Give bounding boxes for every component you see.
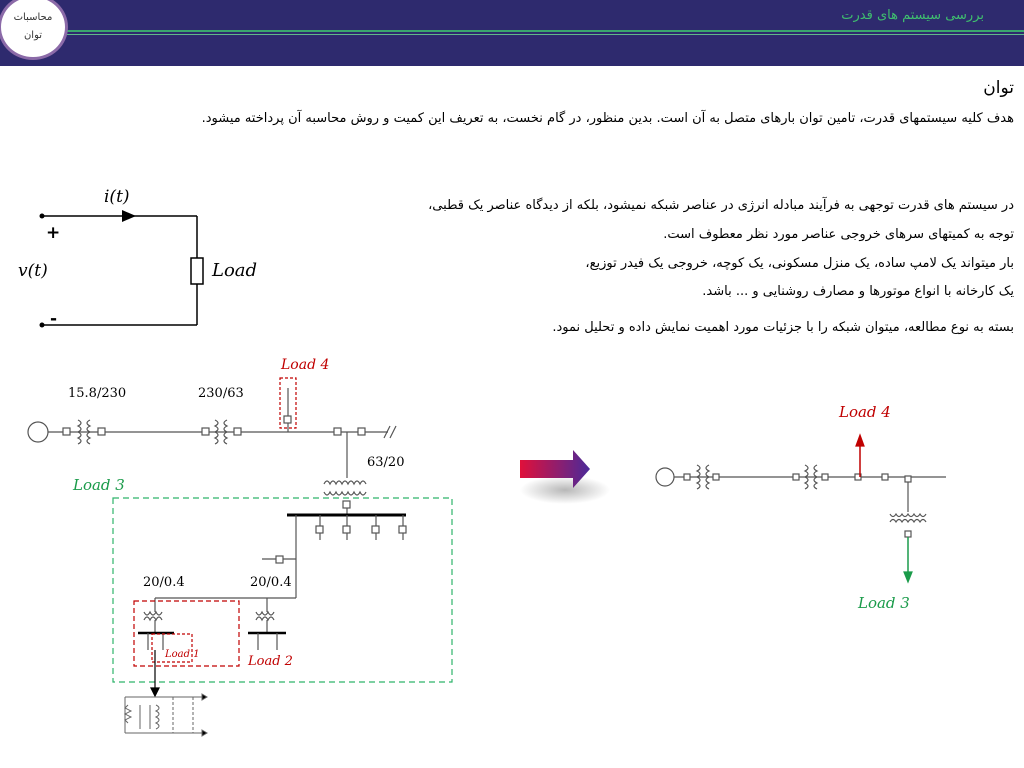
transformer-icon	[144, 612, 162, 620]
minus-sign: -	[50, 309, 58, 329]
load1-label: Load 1	[165, 649, 200, 660]
transformer-rating-3: 63/20	[367, 455, 405, 470]
generator-icon	[656, 468, 674, 486]
transformer-3w-icon	[890, 514, 926, 522]
paragraph-line: توجه به کمیتهای سرهای خروجی عناصر مورد نظر معطوف است.	[663, 227, 1014, 242]
intro-text: هدف کلیه سیستمهای قدرت، تامین توان بارهای متصل به آن است. بدین منظور، در گام نخست، به تعریف این کمیت و روش محاسبه آن پرداخته میشود.	[201, 111, 1014, 126]
transformer-3w-icon	[324, 481, 366, 495]
generator-icon	[28, 422, 48, 442]
paragraph-line: بار میتواند یک لامپ ساده، یک منزل مسکونی، یک کوچه، خروجی یک فیدر توزیع،	[585, 256, 1014, 271]
transformer-rating-5: 20/0.4	[250, 575, 292, 590]
transformer-icon	[256, 612, 274, 620]
load-resistor	[191, 258, 203, 284]
load4-label: Load 4	[281, 357, 330, 373]
load-circuit	[18, 187, 257, 329]
load-label: Load	[212, 260, 258, 281]
simplified-load3-label: Load 3	[858, 594, 910, 612]
load2-label: Load 2	[248, 654, 293, 669]
section-heading: توان	[983, 78, 1014, 98]
transition-arrow-icon	[520, 450, 610, 504]
current-label: i(t)	[104, 187, 130, 207]
terminal-top	[40, 214, 45, 219]
load1-equivalent-icon	[125, 694, 207, 736]
current-arrow	[122, 210, 136, 222]
detailed-network	[28, 378, 452, 736]
paragraph-line: یک کارخانه با انواع موتورها و مصارف روشنایی و ... باشد.	[702, 284, 1014, 299]
paragraph-line: در سیستم های قدرت توجهی به فرآیند مبادله انرژی در عناصر شبکه نمیشود، بلکه از دیدگاه عناصر یک قطبی،	[428, 198, 1014, 213]
voltage-label: v(t)	[18, 261, 48, 281]
transformer-rating-4: 20/0.4	[143, 575, 185, 590]
transformer-rating-1: 15.8/230	[68, 386, 127, 401]
plus-sign: +	[46, 223, 61, 243]
load3-label: Load 3	[73, 476, 125, 494]
logo-line-1: محاسبات	[13, 12, 53, 23]
paragraph-line: بسته به نوع مطالعه، میتوان شبکه را با جزئیات مورد اهمیت نمایش داده و تحلیل نمود.	[552, 320, 1014, 335]
simplified-network	[656, 435, 946, 582]
terminal-bottom	[40, 323, 45, 328]
logo-line-2: توان	[23, 30, 43, 41]
header-title: بررسی سیستم های قدرت	[841, 8, 984, 23]
simplified-load4-label: Load 4	[839, 403, 891, 421]
transformer-rating-2: 230/63	[198, 386, 244, 401]
